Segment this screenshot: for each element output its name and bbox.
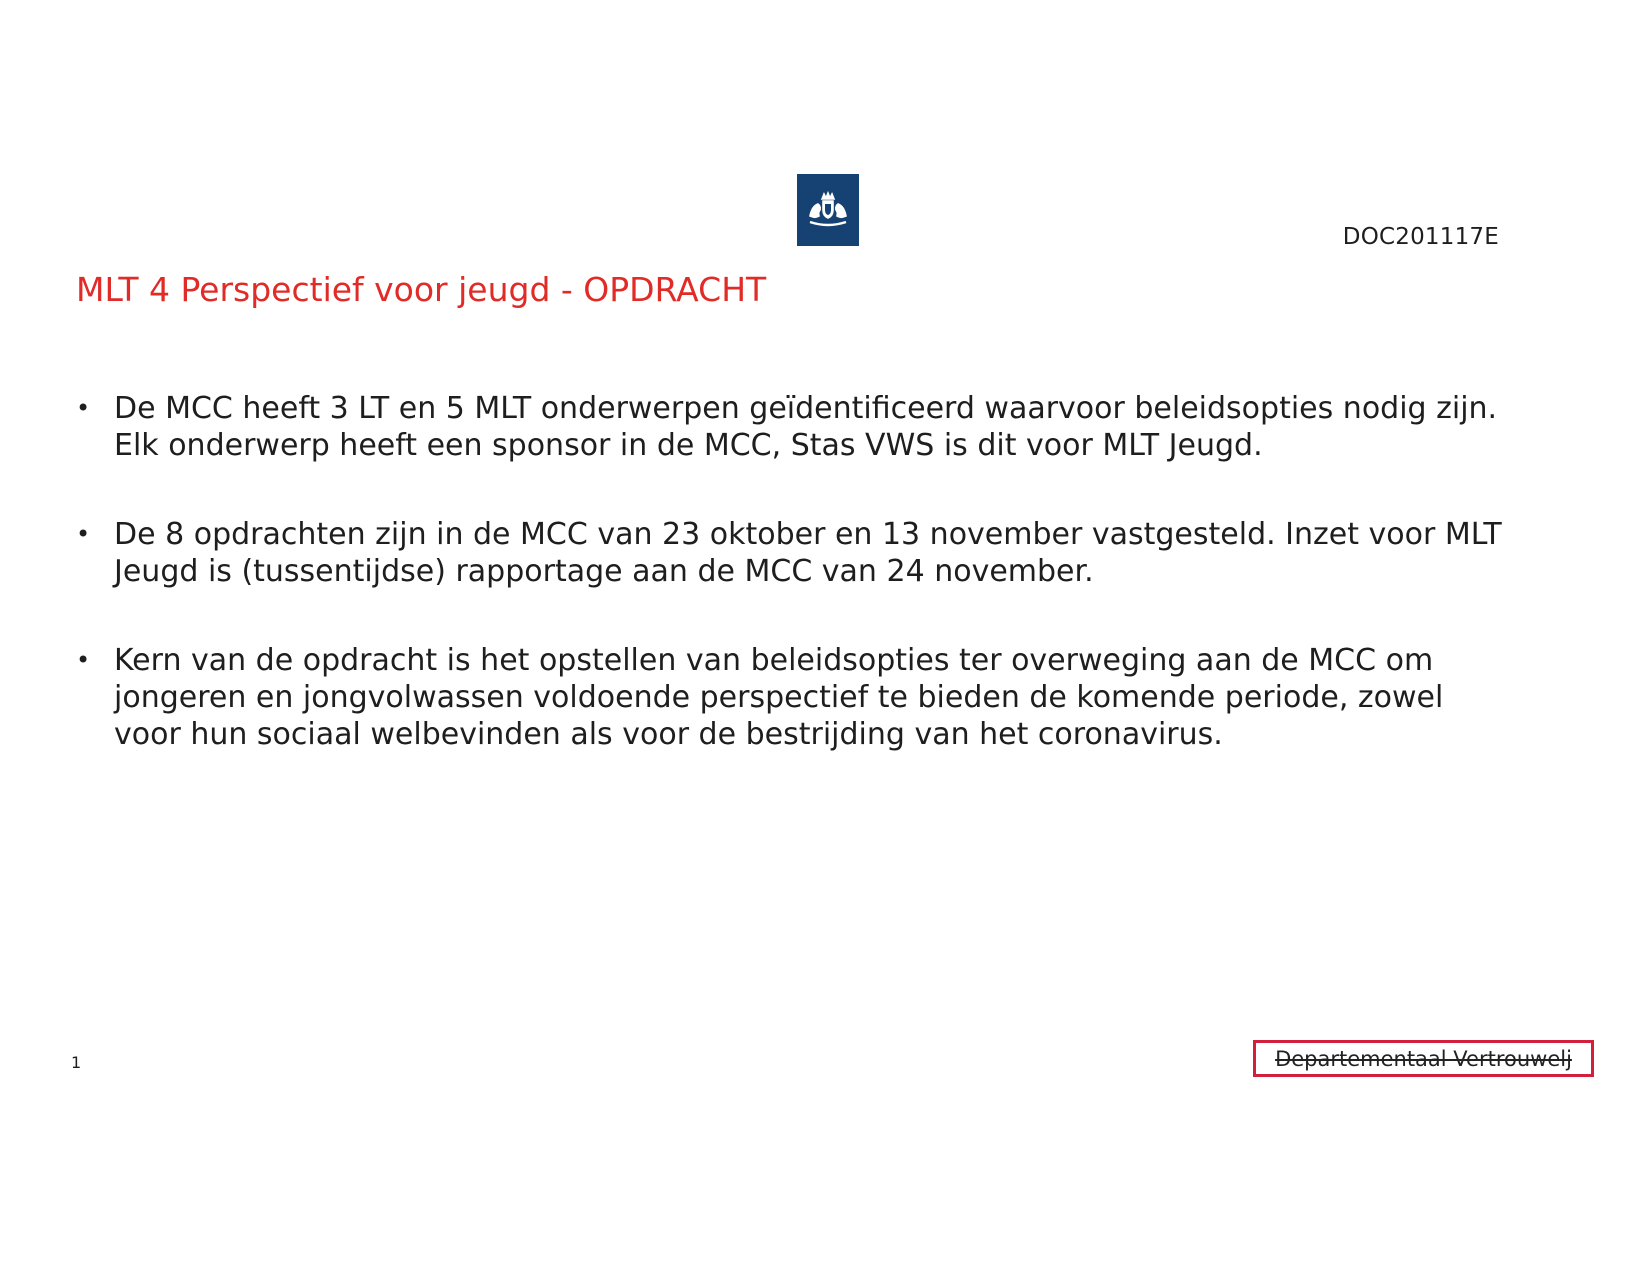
bullet-marker: • [76,394,91,422]
bullet-text: De 8 opdrachten zijn in de MCC van 23 oktober en 13 november vastgesteld. Inzet voor MLT Jeugd is (tussentijdse) rapportage aan de MCC van 24 november. [114,517,1502,589]
coat-of-arms-icon [804,190,852,230]
classification-stamp [1253,1040,1594,1077]
list-item [76,516,1516,590]
bullet-list [76,390,1516,805]
logo [797,174,859,246]
bullet-text: Kern van de opdracht is het opstellen van beleidsopties ter overweging aan de MCC om jongeren en jongvolwassen voldoende perspectief te bieden de komende periode, zowel voor hun sociaal welbevinden als voor de bestrijding van het coronavirus. [114,643,1444,752]
list-item [76,642,1516,753]
bullet-text: De MCC heeft 3 LT en 5 MLT onderwerpen geïdentificeerd waarvoor beleidsopties nodig zijn. Elk onderwerp heeft een sponsor in de MCC, Stas VWS is dit voor MLT Jeugd. [114,391,1498,463]
list-item [76,390,1516,464]
page-number: 1 [71,1053,82,1072]
classification-label: Departementaal Vertrouwelj [1275,1046,1572,1071]
page-title: MLT 4 Perspectief voor jeugd - OPDRACHT [76,270,767,309]
document-id: DOC201117E [1342,224,1499,250]
bullet-marker: • [76,646,91,674]
bullet-marker: • [76,520,91,548]
